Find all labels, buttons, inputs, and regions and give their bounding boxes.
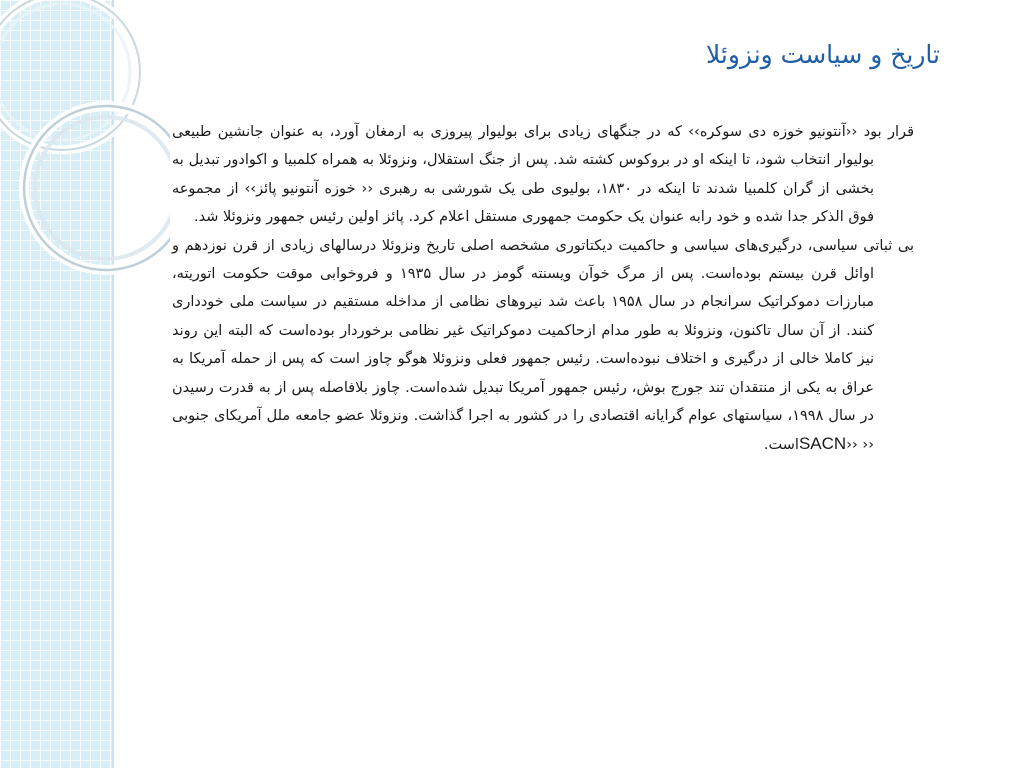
paragraph-2 — [172, 232, 914, 460]
slide-title: تاریخ و سیاست ونزوئلا — [705, 40, 940, 69]
paragraph-2-text: بی ثباتی سیاسی، درگیری‌های سیاسی و حاکمیت دیکتاتوری مشخصه اصلی تاریخ ونزوئلا درسالهای زیادی از قرن نوزدهم و اوائل قرن بیستم بوده‌است. پس از مرگ خوآن ویسنته گومز در سال ۱۹۳۵ و فروخوابی موقت حکومت اتوریته، مبارزات دموکراتیک سرانجام در سال ۱۹۵۸ باعث شد نیروهای نظامی از مداخله مستقیم در سیاست ملی خودداری کنند. از آن سال تاکنون، ونزوئلا به طور مدام ازحاکمیت دموکراتیک غیر نظامی برخوردار بوده‌است که البته این روند نیز کاملا خالی از درگیری و اختلاف نبوده‌است. رئیس جمهور فعلی ونزوئلا هوگو چاوز است که پس از حمله آمریکا به عراق به یکی از منتقدان تند جورج بوش، رئیس جمهور آمریکا تبدیل شده‌است. چاوز بلافاصله پس از به قدرت رسیدن در سال ۱۹۹۸، سیاستهای عوام گرایانه اقتصادی را در کشور به اجرا گذاشت. ونزوئلا عضو جامعه ملل آمریکای جنوبی ‹‹ ‹‹ — [172, 237, 914, 454]
slide-body — [172, 118, 914, 460]
decorative-rings-graphic — [0, 0, 170, 420]
paragraph-2-ending: است. — [763, 437, 799, 454]
sacn-abbreviation: SACN — [798, 434, 847, 454]
paragraph-1: قرار بود ‹‹آنتونیو خوزه دی سوکره›› که در جنگهای زیادی برای بولیوار پیروزی به ارمغان آورد، به عنوان جانشین طبیعی بولیوار انتخاب شود، تا اینکه او در بروکوس کشته شد. پس از جنگ استقلال، ونزوئلا به همراه کلمبیا و اکوادور تبدیل به بخشی از گران کلمبیا شدند تا اینکه در ۱۸۳۰، بولیوی طی یک شورشی به رهبری ‹‹ خوزه آنتونیو پائز›› از مجموعه فوق الذکر جدا شده و خود رابه عنوان یک حکومت جمهوری مستقل اعلام کرد. پائز اولین رئیس جمهور ونزوئلا شد. — [172, 124, 914, 226]
